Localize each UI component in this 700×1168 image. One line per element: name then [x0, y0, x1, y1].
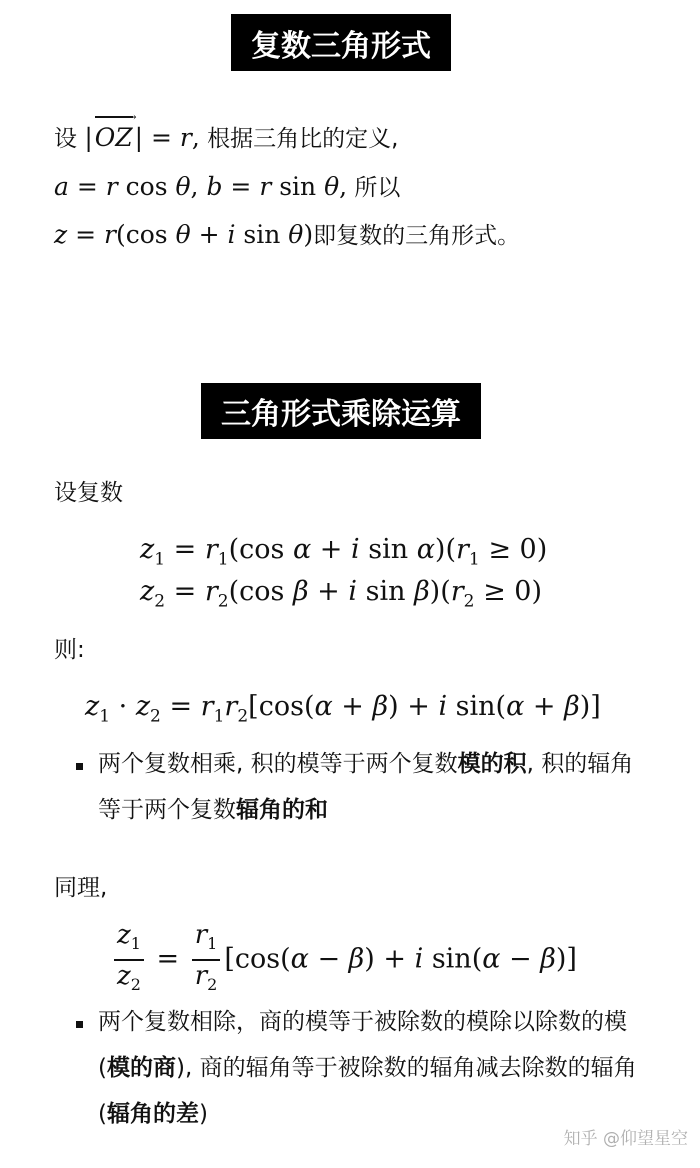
- bullet-text-multiplication: [98, 741, 643, 833]
- bullet-marker-1: [76, 763, 83, 770]
- text-then: 则:: [54, 637, 85, 663]
- bullet2-bold-difference-of-arguments: 辐角的差: [106, 1101, 199, 1127]
- bullet2-bold-quotient-of-moduli: 模的商: [106, 1055, 176, 1081]
- bullet-text-division: [98, 999, 643, 1137]
- vector-oz: ⟶ OZ: [94, 110, 137, 152]
- equation-product: $z_1 \cdot z_2 = r_1r_2[\cos(\alpha + \beta) + i$ sin(α + β)]: [85, 691, 601, 727]
- equation-quotient: $\frac{z_1}{z_2}$ = $\frac{r_1}{r_2}$ [cos(α − β) + i sin(α − β)]: [110, 920, 577, 1000]
- definition-line-3: z = r(cos θ + i sin θ)即复数的三角形式。: [54, 220, 521, 249]
- fraction-r1-over-r2: $\frac{r_1}{r_2}$: [192, 920, 221, 1000]
- section-title-trig-mul-div: 三角形式乘除运算: [201, 383, 481, 439]
- text-let: 设: [54, 126, 85, 152]
- similarly-text: [54, 871, 107, 904]
- then-text: [54, 633, 85, 666]
- zhihu-watermark: 知乎 @仰望星空: [563, 1129, 688, 1149]
- bullet1-bold-sum-of-arguments: 辐角的和: [236, 797, 328, 823]
- bullet2-text-b: ), 商的辐角等于被除数的辐角减去除数的辐角 (: [98, 1055, 637, 1127]
- bullet1-text-b: , 积的辐角等于两个复数: [98, 751, 634, 823]
- text-let-complex: 设复数: [54, 480, 123, 506]
- bullet2-text-a: 两个复数相除，商的模等于被除数的模除以除数的模 (: [98, 1009, 627, 1081]
- bullet2-text-c: ): [198, 1101, 208, 1127]
- definition-line-1: 设 | ⟶ OZ| = r, 根据三角比的定义,: [54, 110, 399, 152]
- bullet1-bold-product-of-moduli: 模的积: [457, 751, 527, 777]
- fraction-z1-over-z2: $\frac{z_1}{z_2}$: [114, 920, 144, 1000]
- text-similarly: 同理,: [54, 875, 108, 901]
- bullet1-text-a: 两个复数相乘, 积的模等于两个复数: [98, 751, 458, 777]
- text-trig-form: 即复数的三角形式。: [313, 223, 521, 249]
- section-title-complex-trig-form: 复数三角形式: [231, 14, 451, 71]
- intro-text: [54, 476, 123, 509]
- bullet-marker-2: [76, 1021, 83, 1028]
- text-by-definition: 根据三角比的定义,: [199, 126, 399, 152]
- definition-line-2: a = r cos θ, b = r sin θ, 所以: [54, 172, 401, 201]
- equation-z1: $z_1 = r_1(\cos$ α + i $\sin \alpha)(r_1 \ge 0)$: [140, 534, 548, 570]
- text-therefore: 所以: [347, 175, 401, 201]
- equation-z2: $z_2 = r_2(\cos$ β + i $\sin \beta)(r_2 \ge 0)$: [140, 576, 542, 612]
